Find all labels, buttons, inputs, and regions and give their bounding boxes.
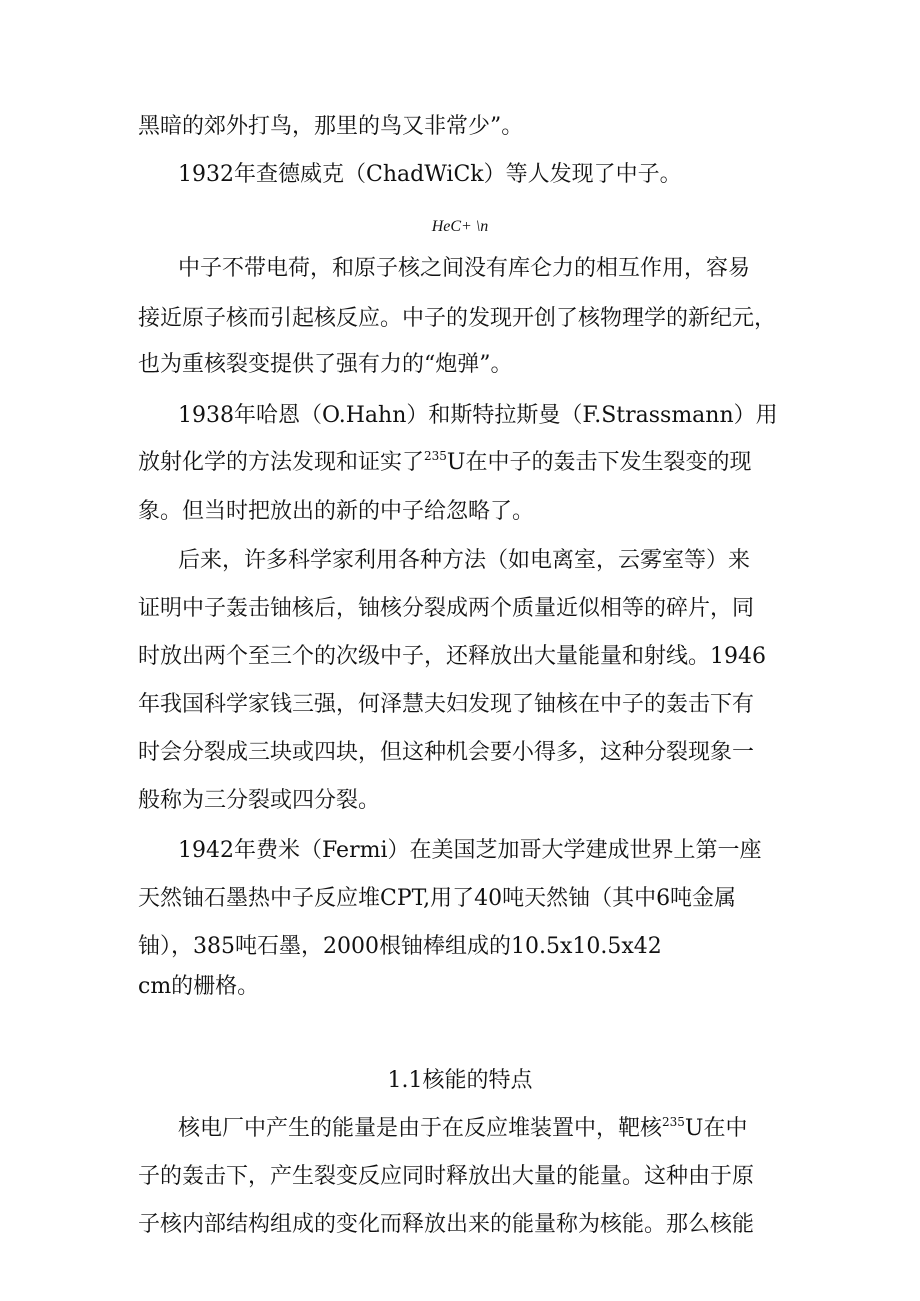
text-line: 1932年查德威克（ChadWiCk）等人发现了中子。 [178, 162, 682, 187]
text-line: 1938年哈恩（O.Hahn）和斯特拉斯曼（F.Strassmann）用 [178, 403, 778, 428]
text-line: 黑暗的郊外打鸟，那里的鸟又非常少”。 [138, 114, 524, 139]
text-line: 象。但当时把放出的新的中子给忽略了。 [138, 499, 535, 524]
reaction-formula: HeC+ \n [431, 218, 489, 235]
text-line: 证明中子轰击铀核后，铀核分裂成两个质量近似相等的碎片，同 [138, 596, 755, 621]
mass-number: 235 [662, 1115, 685, 1129]
text-line: 年我国科学家钱三强，何泽慧夫妇发现了铀核在中子的轰击下有 [138, 692, 755, 717]
text-line: 般称为三分裂或四分裂。 [138, 788, 381, 813]
text-line: 子的轰击下，产生裂变反应同时释放出大量的能量。这种由于原 [138, 1164, 755, 1189]
text-line: 1942年费米（Fermi）在美国芝加哥大学建成世界上第一座 [178, 838, 762, 863]
mass-number: 235 [424, 449, 447, 463]
text-line: 时会分裂成三块或四块，但这种机会要小得多，这种分裂现象一 [138, 740, 755, 765]
text-line: 铀），385吨石墨，2000根铀棒组成的10.5x10.5x42 [138, 934, 662, 959]
text-line: 后来，许多科学家利用各种方法（如电离室，云雾室等）来 [178, 548, 751, 573]
text-line: 中子不带电荷，和原子核之间没有库仑力的相互作用，容易 [178, 256, 751, 281]
text-line: 子核内部结构组成的变化而释放出来的能量称为核能。那么核能 [138, 1212, 755, 1237]
text-line: 核电厂中产生的能量是由于在反应堆装置中，靶核$^{235}$U在中 [178, 1115, 748, 1141]
text-line: cm的栅格。 [138, 974, 260, 999]
section-heading: 1.1核能的特点 [387, 1068, 533, 1093]
text-line: 也为重核裂变提供了强有力的“炮弹”。 [138, 352, 513, 377]
text-line: 天然铀石墨热中子反应堆CPT,用了40吨天然铀（其中6吨金属 [138, 886, 737, 911]
text-line: 接近原子核而引起核反应。中子的发现开创了核物理学的新纪元， [138, 306, 777, 331]
text-line: 时放出两个至三个的次级中子，还释放出大量能量和射线。1946 [138, 644, 766, 669]
text-line: 放射化学的方法发现和证实了$^{235}$U在中子的轰击下发生裂变的现 [138, 449, 752, 475]
